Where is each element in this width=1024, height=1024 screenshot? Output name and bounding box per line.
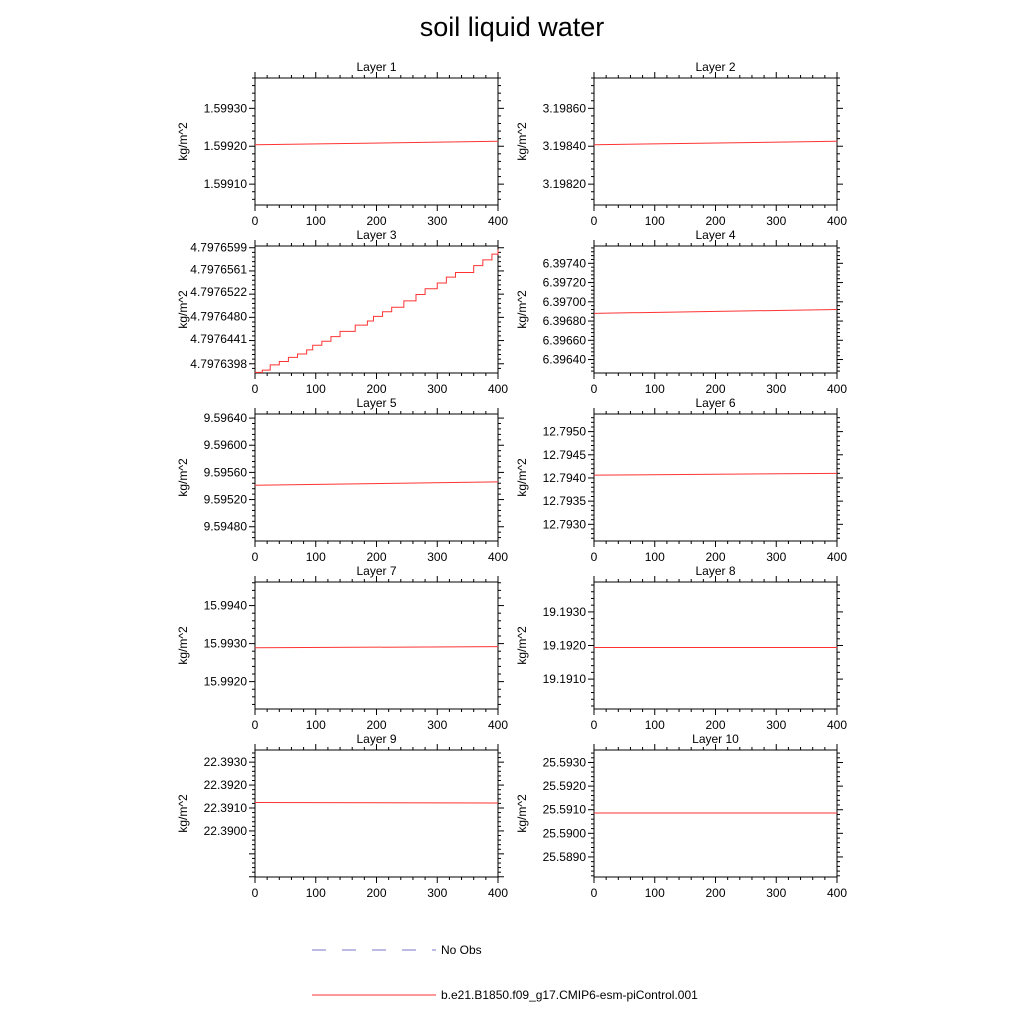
panel-3 bbox=[176, 228, 508, 396]
y-tick-label: 1.59920 bbox=[203, 139, 247, 154]
y-tick-label: 4.7976480 bbox=[190, 309, 247, 324]
panel-10 bbox=[515, 732, 847, 900]
series-line bbox=[594, 473, 837, 475]
x-tick-label: 100 bbox=[305, 886, 326, 900]
y-tick-label: 12.7940 bbox=[542, 470, 586, 485]
y-tick-label: 19.1930 bbox=[542, 604, 586, 619]
y-tick-label: 9.59640 bbox=[203, 411, 247, 426]
x-tick-label: 200 bbox=[705, 382, 726, 396]
y-tick-label: 15.9940 bbox=[203, 598, 247, 613]
series-line bbox=[255, 482, 498, 485]
y-axis-label: kg/m^2 bbox=[515, 122, 529, 161]
panel-9 bbox=[176, 732, 508, 900]
x-tick-label: 100 bbox=[305, 382, 326, 396]
y-tick-label: 9.59600 bbox=[203, 438, 247, 453]
y-tick-label: 3.19840 bbox=[542, 139, 586, 154]
y-tick-label: 19.1910 bbox=[542, 672, 586, 687]
y-axis-label: kg/m^2 bbox=[176, 794, 190, 833]
x-tick-label: 200 bbox=[366, 550, 387, 564]
y-tick-label: 3.19860 bbox=[542, 101, 586, 116]
panel-title: Layer 2 bbox=[695, 60, 736, 74]
y-tick-label: 3.19820 bbox=[542, 177, 586, 192]
x-tick-label: 400 bbox=[826, 214, 848, 228]
figure-title: soil liquid water bbox=[419, 12, 605, 42]
panel-6 bbox=[515, 396, 847, 564]
panel-title: Layer 9 bbox=[356, 732, 397, 746]
x-tick-label: 0 bbox=[251, 214, 259, 228]
x-tick-label: 0 bbox=[251, 550, 259, 564]
x-tick-label: 400 bbox=[487, 382, 509, 396]
x-tick-label: 200 bbox=[366, 382, 387, 396]
y-tick-label: 22.3930 bbox=[203, 755, 247, 770]
y-tick-label: 15.9920 bbox=[203, 674, 247, 689]
y-tick-label: 25.5920 bbox=[542, 779, 586, 794]
y-tick-label: 6.39700 bbox=[542, 294, 586, 309]
x-tick-label: 0 bbox=[251, 718, 259, 732]
panel-8 bbox=[515, 564, 847, 732]
x-tick-label: 200 bbox=[366, 718, 387, 732]
x-tick-label: 400 bbox=[487, 718, 509, 732]
plot-frame bbox=[255, 414, 498, 541]
y-tick-label: 6.39660 bbox=[542, 333, 586, 348]
y-tick-label: 9.59560 bbox=[203, 465, 247, 480]
x-tick-label: 300 bbox=[766, 718, 787, 732]
x-tick-label: 200 bbox=[705, 550, 726, 564]
y-tick-label: 25.5910 bbox=[542, 802, 586, 817]
y-tick-label: 1.59930 bbox=[203, 101, 247, 116]
x-tick-label: 0 bbox=[590, 886, 598, 900]
x-tick-label: 300 bbox=[427, 382, 448, 396]
series-line bbox=[255, 647, 498, 648]
y-tick-label: 12.7945 bbox=[542, 447, 586, 462]
plot-frame bbox=[594, 582, 837, 709]
x-tick-label: 0 bbox=[590, 214, 598, 228]
y-axis-label: kg/m^2 bbox=[515, 626, 529, 665]
x-tick-label: 100 bbox=[305, 214, 326, 228]
x-tick-label: 0 bbox=[590, 550, 598, 564]
x-tick-label: 100 bbox=[644, 718, 665, 732]
y-tick-label: 22.3920 bbox=[203, 778, 247, 793]
x-tick-label: 200 bbox=[366, 886, 387, 900]
y-axis-label: kg/m^2 bbox=[515, 290, 529, 329]
x-tick-label: 100 bbox=[644, 382, 665, 396]
y-tick-label: 19.1920 bbox=[542, 638, 586, 653]
legend-label: No Obs bbox=[441, 943, 482, 957]
x-tick-label: 300 bbox=[427, 550, 448, 564]
y-tick-label: 4.7976561 bbox=[190, 262, 247, 277]
y-tick-label: 12.7930 bbox=[542, 517, 586, 532]
panel-title: Layer 10 bbox=[692, 732, 739, 746]
x-tick-label: 200 bbox=[705, 214, 726, 228]
panel-title: Layer 3 bbox=[356, 228, 397, 242]
x-tick-label: 400 bbox=[826, 718, 848, 732]
panel-title: Layer 7 bbox=[356, 564, 397, 578]
y-tick-label: 12.7950 bbox=[542, 424, 586, 439]
x-tick-label: 0 bbox=[590, 382, 598, 396]
x-tick-label: 400 bbox=[487, 886, 509, 900]
y-tick-label: 6.39720 bbox=[542, 275, 586, 290]
x-tick-label: 400 bbox=[487, 214, 509, 228]
x-tick-label: 400 bbox=[826, 886, 848, 900]
series-line bbox=[255, 249, 498, 372]
x-tick-label: 400 bbox=[826, 382, 848, 396]
x-tick-label: 0 bbox=[251, 886, 259, 900]
y-tick-label: 6.39680 bbox=[542, 314, 586, 329]
x-tick-label: 100 bbox=[644, 886, 665, 900]
legend bbox=[312, 943, 698, 1002]
panel-title: Layer 6 bbox=[695, 396, 736, 410]
y-tick-label: 6.39640 bbox=[542, 352, 586, 367]
panel-title: Layer 4 bbox=[695, 228, 736, 242]
plot-frame bbox=[594, 414, 837, 541]
plot-frame bbox=[594, 246, 837, 373]
y-axis-label: kg/m^2 bbox=[176, 626, 190, 665]
x-tick-label: 300 bbox=[766, 886, 787, 900]
panel-4 bbox=[515, 228, 847, 396]
legend-label: b.e21.B1850.f09_g17.CMIP6-esm-piControl.001 bbox=[441, 988, 698, 1002]
y-tick-label: 4.7976398 bbox=[190, 356, 247, 371]
y-tick-label: 25.5890 bbox=[542, 849, 586, 864]
y-tick-label: 1.59910 bbox=[203, 177, 247, 192]
plot-frame bbox=[255, 750, 498, 877]
y-axis-label: kg/m^2 bbox=[176, 122, 190, 161]
panel-5 bbox=[176, 396, 508, 564]
x-tick-label: 300 bbox=[427, 214, 448, 228]
x-tick-label: 200 bbox=[705, 886, 726, 900]
panel-7 bbox=[176, 564, 508, 732]
series-line bbox=[255, 141, 498, 144]
y-tick-label: 9.59480 bbox=[203, 519, 247, 534]
y-tick-label: 4.7976522 bbox=[190, 285, 247, 300]
panel-2 bbox=[515, 60, 847, 228]
y-axis-label: kg/m^2 bbox=[176, 290, 190, 329]
x-tick-label: 400 bbox=[487, 550, 509, 564]
y-tick-label: 25.5930 bbox=[542, 755, 586, 770]
x-tick-label: 0 bbox=[251, 382, 259, 396]
x-tick-label: 300 bbox=[427, 718, 448, 732]
panel-title: Layer 1 bbox=[356, 60, 397, 74]
panel-title: Layer 8 bbox=[695, 564, 736, 578]
series-line bbox=[594, 141, 837, 144]
x-tick-label: 400 bbox=[826, 550, 848, 564]
x-tick-label: 200 bbox=[366, 214, 387, 228]
x-tick-label: 300 bbox=[427, 886, 448, 900]
x-tick-label: 300 bbox=[766, 550, 787, 564]
plot-frame bbox=[255, 582, 498, 709]
x-tick-label: 100 bbox=[644, 214, 665, 228]
x-tick-label: 100 bbox=[305, 550, 326, 564]
x-tick-label: 300 bbox=[766, 382, 787, 396]
x-tick-label: 0 bbox=[590, 718, 598, 732]
y-axis-label: kg/m^2 bbox=[515, 458, 529, 497]
y-tick-label: 22.3910 bbox=[203, 800, 247, 815]
panel-1 bbox=[176, 60, 508, 228]
y-tick-label: 22.3900 bbox=[203, 823, 247, 838]
plot-frame bbox=[255, 246, 498, 373]
x-tick-label: 100 bbox=[305, 718, 326, 732]
y-tick-label: 12.7935 bbox=[542, 494, 586, 509]
x-tick-label: 200 bbox=[705, 718, 726, 732]
x-tick-label: 300 bbox=[766, 214, 787, 228]
y-axis-label: kg/m^2 bbox=[515, 794, 529, 833]
y-axis-label: kg/m^2 bbox=[176, 458, 190, 497]
series-line bbox=[594, 310, 837, 314]
y-tick-label: 9.59520 bbox=[203, 492, 247, 507]
y-tick-label: 4.7976441 bbox=[190, 331, 247, 346]
x-tick-label: 100 bbox=[644, 550, 665, 564]
y-tick-label: 6.39740 bbox=[542, 256, 586, 271]
panel-title: Layer 5 bbox=[356, 396, 397, 410]
y-tick-label: 15.9930 bbox=[203, 636, 247, 651]
y-tick-label: 4.7976599 bbox=[190, 240, 247, 255]
y-tick-label: 25.5900 bbox=[542, 826, 586, 841]
